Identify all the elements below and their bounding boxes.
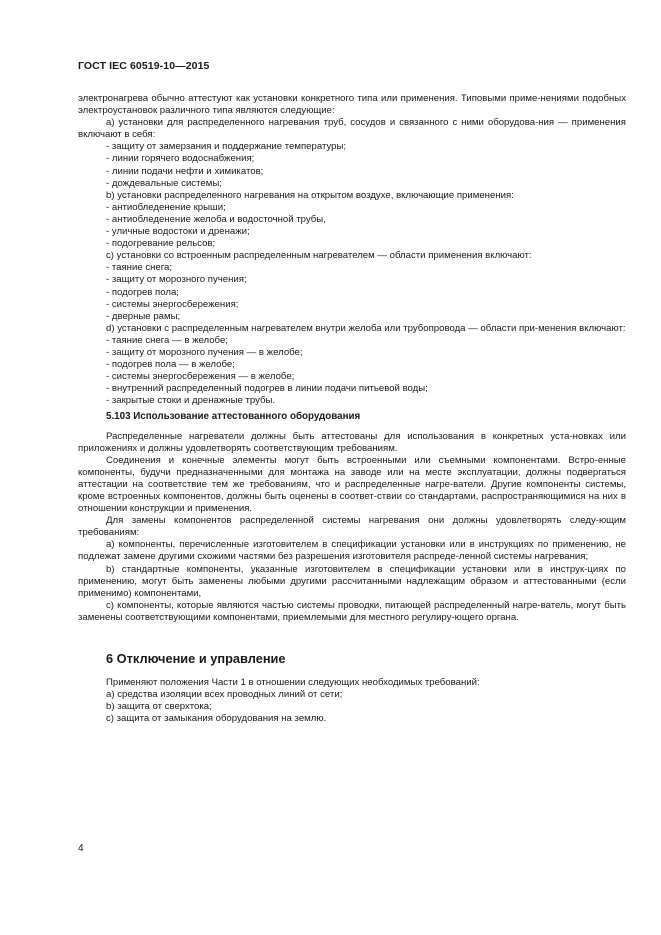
list-item: b) защита от сверхтока; <box>106 701 212 713</box>
list-item: - защиту от морозного пучения; <box>106 274 247 286</box>
section-5-103-heading: 5.103 Использование аттестованного оборудования <box>106 411 361 423</box>
list-item: - системы энергосбережения; <box>106 298 239 310</box>
document-body <box>78 93 626 726</box>
list-item: - антиобледенение крыши; <box>106 201 226 213</box>
paragraph: Распределенные нагреватели должны быть аттестованы для использования в конкретных уста-новках или приложениях и должны удовлетворять соответствующим требованиям. <box>78 430 626 454</box>
list-item: а) средства изоляции всех проводных линий от сети; <box>106 689 343 701</box>
list-item: - подогревание рельсов; <box>106 238 216 250</box>
list-item: - таяние снега; <box>106 262 173 274</box>
item-d: d) установки с распределенным нагревателем внутри желоба или трубопровода — области при-менения включают: <box>106 322 626 334</box>
list-item: - дождевальные системы; <box>106 177 222 189</box>
list-item: с) защита от замыкания оборудования на землю. <box>106 713 327 725</box>
page-number: 4 <box>78 843 84 854</box>
document-header: ГОСТ IEC 60519-10—2015 <box>78 60 210 72</box>
list-item: - системы энергосбережения — в желобе; <box>106 371 295 383</box>
list-item: - подогрев пола; <box>106 286 179 298</box>
list-item: - закрытые стоки и дренажные трубы. <box>106 395 276 407</box>
intro-paragraph: электронагрева обычно аттестуют как установки конкретного типа или применения. Типовыми приме-нениями подобных электроустановок различного типа являются следующие: <box>78 93 626 117</box>
paragraph: а) компоненты, перечисленные изготовителем в спецификации установки или в инструкциях по применению, не подлежат замене другими схожими частями без разрешения изготовителя распреде-ленной системы нагревания; <box>78 539 626 563</box>
list-item: - подогрев пола — в желобе; <box>106 359 235 371</box>
paragraph: с) компоненты, которые являются частью системы проводки, питающей распределенный нагре-ватель, могут быть заменены соответствующими компонентами, приемлемыми для местного регулиру-ющего органа. <box>78 599 626 623</box>
list-item: - дверные рамы; <box>106 310 181 322</box>
item-c: с) установки со встроенным распределенным нагревателем — области применения включают: <box>106 250 532 262</box>
list-item: - защиту от замерзания и поддержание температуры; <box>106 141 347 153</box>
list-item: - таяние снега — в желобе; <box>106 334 228 346</box>
list-item: - уличные водостоки и дренажи; <box>106 226 250 238</box>
item-a: а) установки для распределенного нагревания труб, сосудов и связанного с ними оборудова-ния — применения включают в себя: <box>78 117 626 141</box>
list-item: - внутренний распределенный подогрев в линии подачи питьевой воды; <box>106 383 428 395</box>
paragraph: b) стандартные компоненты, указанные изготовителем в спецификации установки или в инструк-циях по применению, могут быть заменены любыми другими рассчитанными надлежащим образом и аттестованными (если применимо) компонентами, <box>78 563 626 599</box>
list-item: - защиту от морозного пучения — в желобе; <box>106 346 303 358</box>
section-6-intro: Применяют положения Части 1 в отношении следующих необходимых требований: <box>106 677 480 689</box>
paragraph: Соединения и конечные элементы могут быть встроенными или съемными компонентами. Встро-енные компоненты, будучи предназначенными для монтажа на заводе или на месте эксплуатации, должны подвергаться аттестации на соответствие тем же требованиям, что и распределенные нагре-ватели. Другие компоненты системы, кроме встроенных компонентов, должны быть оценены в соответ-ствии со стандартами, распространяющимися на них в отношении конструкции и применения. <box>78 454 626 515</box>
paragraph: Для замены компонентов распределенной системы нагревания они должны удовлетворять следу-ющим требованиям: <box>78 515 626 539</box>
section-6-heading: 6 Отключение и управление <box>106 651 286 667</box>
item-b: b) установки распределенного нагревания на открытом воздухе, включающие применения: <box>106 189 514 201</box>
list-item: - линии горячего водоснабжения; <box>106 153 255 165</box>
list-item: - антиобледенение желоба и водосточной трубы, <box>106 213 326 225</box>
list-item: - линии подачи нефти и химикатов; <box>106 165 264 177</box>
